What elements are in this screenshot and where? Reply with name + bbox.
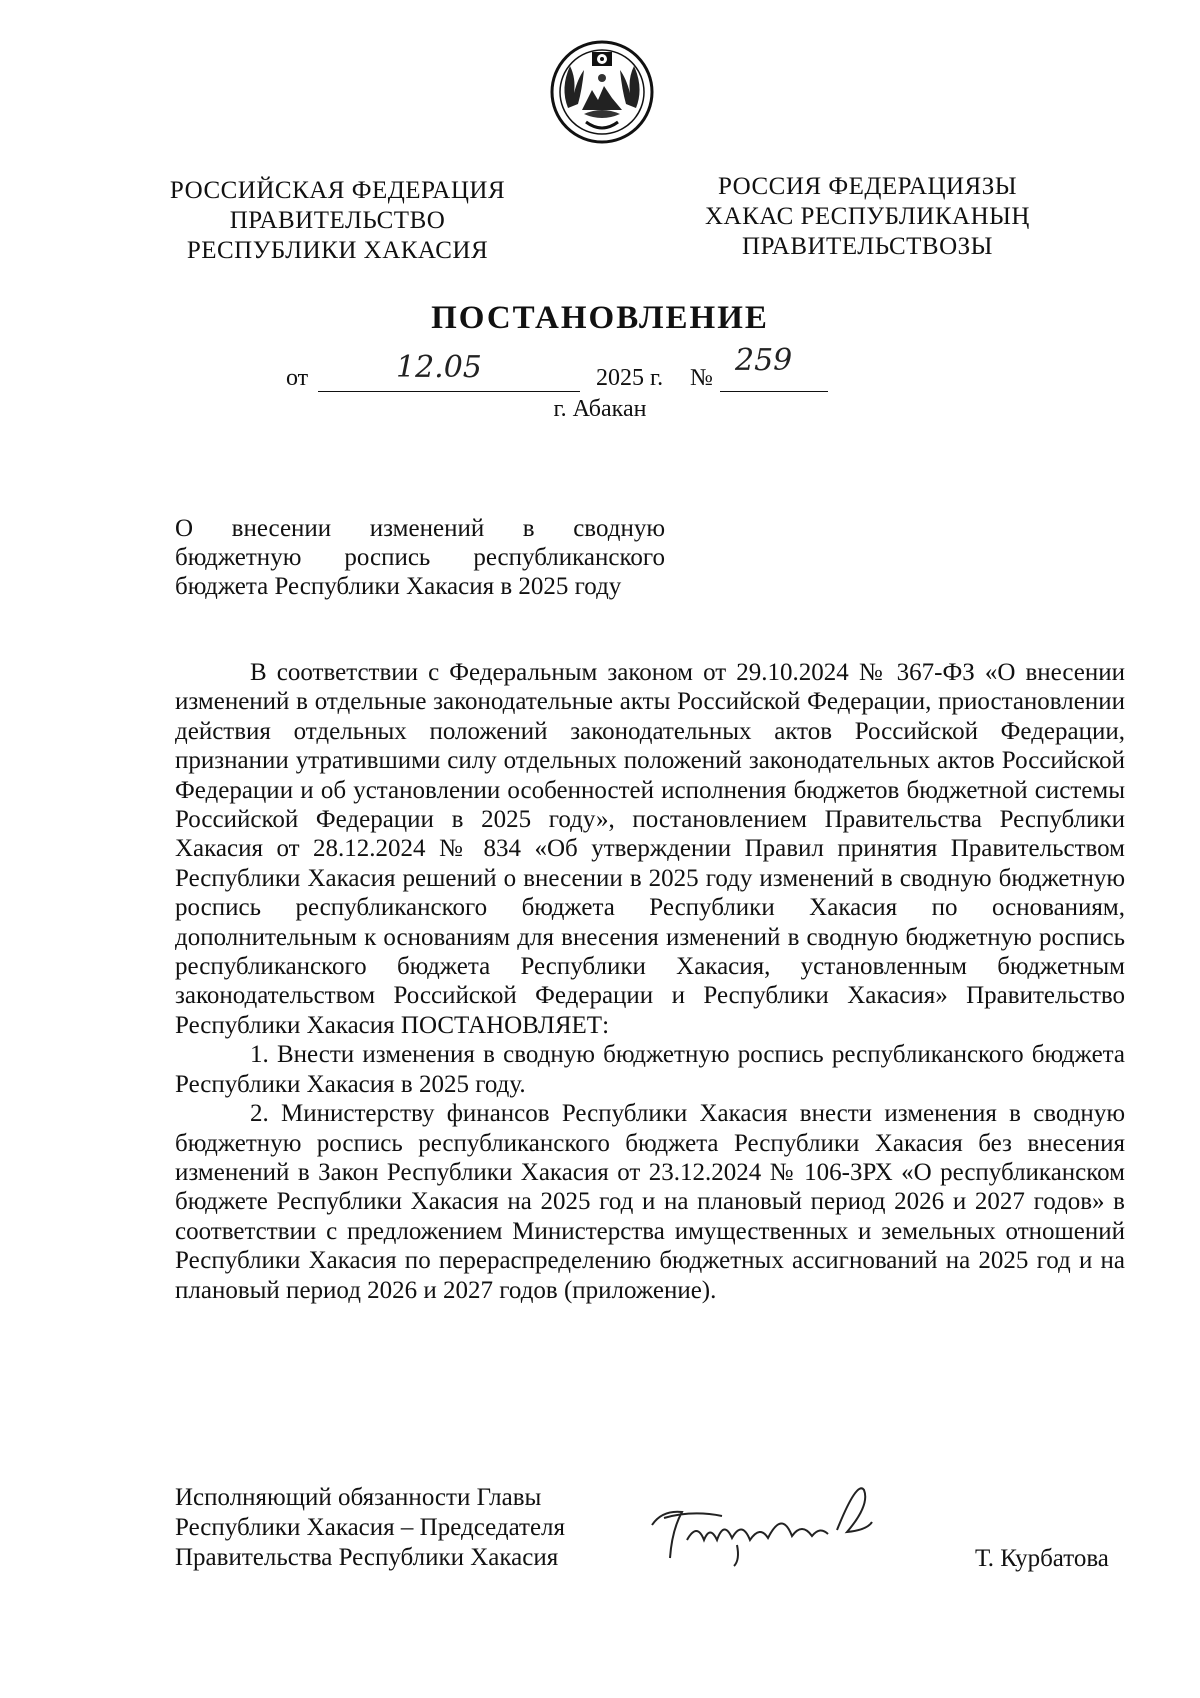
signatory-position (175, 1483, 595, 1573)
body-paragraph-item-1: 1. Внести изменения в сводную бюджетную роспись республиканского бюджета Республики Хакасия в 2025 году. (175, 1041, 1125, 1098)
city-label: г. Абакан (553, 396, 647, 422)
header-right-line-2: ХАКАС РЕСПУБЛИКАНЫҢ (704, 203, 1030, 230)
handwritten-number: 259 (735, 343, 793, 378)
body-paragraph-item-2: 2. Министерству финансов Республики Хакасия внести изменения в сводную бюджетную роспись республиканского бюджета Республики Хакасия без внесения изменений в Закон Республики Хакасия от 23.12.2024 № 106-ЗРХ «О республиканском бюджете Республики Хакасия на 2025 год и на плановый период 2026 и 2027 годов» в соответствии с предложением Министерства имущественных и земельных отношений Республики Хакасия по перераспределению бюджетных ассигнований на 2025 год и на плановый период 2026 и 2027 годов (приложение). (175, 1100, 1125, 1304)
date-from-label: от (286, 365, 309, 391)
handwritten-date: 12.05 (396, 350, 482, 385)
document-subject: О внесении изменений в сводную бюджетную роспись республиканского бюджета Республики Хакасия в 2025 году (175, 515, 665, 600)
signatory-position-line-1: Исполняющий обязанности Главы (175, 1484, 542, 1511)
year-label: 2025 г. (596, 365, 664, 391)
document-body (175, 658, 1125, 1305)
body-paragraph-preamble: В соответствии с Федеральным законом от 29.10.2024 № 367-ФЗ «О внесении изменений в отдельные законодательные акты Российской Федерации, приостановлении действия отдельных положений законодательных актов Российской Федерации, признании утратившими силу отдельных положений законодательных актов Российской Федерации и об установлении особенностей исполнения бюджетов бюджетной системы Российской Федерации в 2025 году», постановлением Правительства Республики Хакасия от 28.12.2024 № 834 «Об утверждении Правил принятия Правительством Республики Хакасия решений о внесении в 2025 году изменений в сводную бюджетную роспись республиканского бюджета Республики Хакасия по основаниям, дополнительным к основаниям для внесения изменений в сводную бюджетную роспись республиканского бюджета Республики Хакасия, установленным бюджетным законодательством Российской Федерации и Республики Хакасия» Правительство Республики Хакасия ПОСТАНОВЛЯЕТ: (175, 659, 1125, 1039)
document-title: ПОСТАНОВЛЕНИЕ (431, 300, 769, 336)
header-left-line-1: РОССИЙСКАЯ ФЕДЕРАЦИЯ (169, 177, 506, 204)
signer-name: Т. Курбатова (975, 1545, 1109, 1572)
handwritten-signature (642, 1470, 902, 1570)
header-right (690, 172, 1045, 262)
number-label: № (690, 365, 713, 391)
date-underline (318, 391, 580, 392)
signatory-position-line-3: Правительства Республики Хакасия (175, 1544, 559, 1571)
header-left-line-2: ПРАВИТЕЛЬСТВО (229, 207, 446, 234)
header-left-line-3: РЕСПУБЛИКИ ХАКАСИЯ (186, 237, 489, 264)
number-underline (720, 391, 828, 392)
header-right-line-1: РОССИЯ ФЕДЕРАЦИЯЗЫ (717, 173, 1018, 200)
coat-of-arms-emblem (548, 38, 656, 146)
signatory-position-line-2: Республики Хакасия – Председателя (175, 1514, 566, 1541)
header-left (160, 176, 515, 266)
header-right-line-3: ПРАВИТЕЛЬСТВОЗЫ (742, 233, 993, 260)
